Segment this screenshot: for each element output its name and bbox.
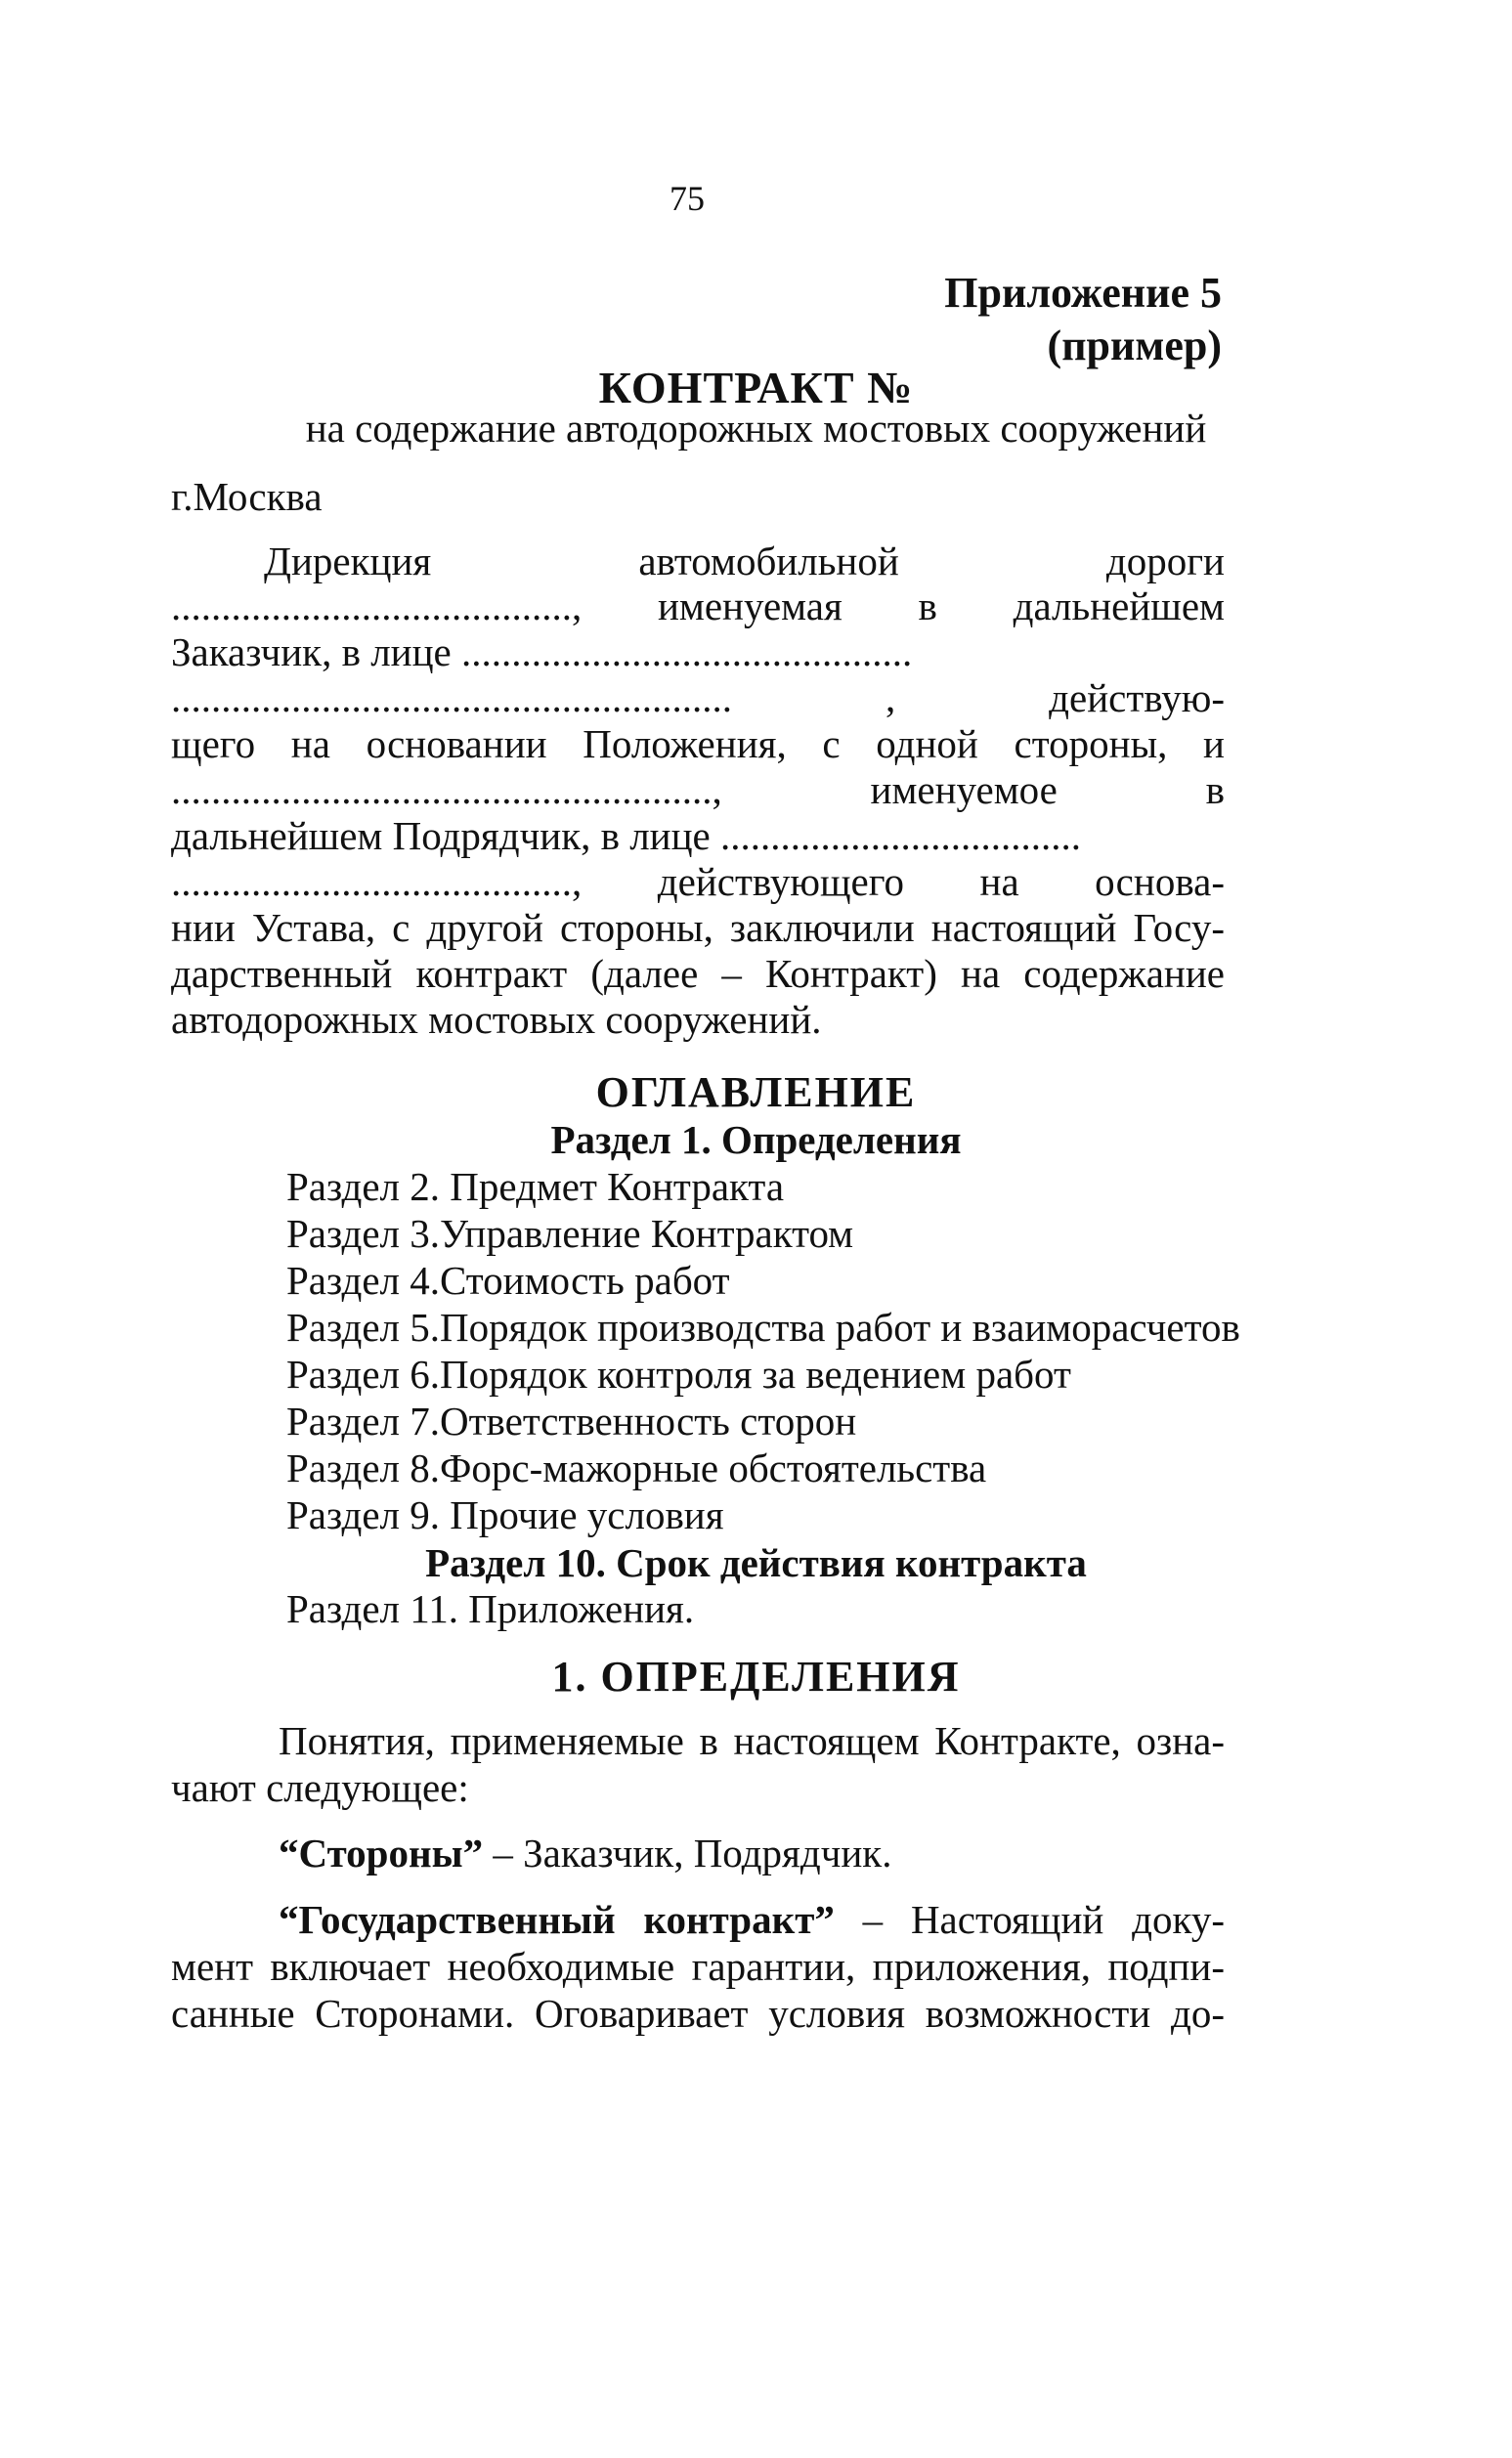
definitions-intro-line: чают следующее:	[171, 1765, 469, 1810]
preamble-line: Дирекция автомобильной дороги	[264, 539, 1225, 583]
appendix-label: Приложение 5	[944, 269, 1222, 317]
toc-item: Раздел 9. Прочие условия	[286, 1492, 724, 1537]
preamble-line: ........................................, именуемая в дальнейшем	[171, 583, 1225, 628]
toc-item: Раздел 2. Предмет Контракта	[286, 1164, 785, 1209]
term-parties: “Стороны”	[279, 1831, 484, 1876]
definitions-heading: 1. ОПРЕДЕЛЕНИЯ	[551, 1653, 961, 1701]
contract-subtitle: на содержание автодорожных мостовых сооружений	[305, 406, 1207, 451]
preamble-line: дальнейшем Подрядчик, в лице ....................................	[171, 813, 1082, 858]
toc-item: Раздел 4.Стоимость работ	[286, 1258, 730, 1303]
toc-item: Раздел 8.Форс-мажорные обстоятельства	[286, 1445, 987, 1490]
page-number: 75	[670, 179, 705, 218]
preamble-line: ......................................................, именуемое в	[171, 767, 1225, 812]
preamble-line: нии Устава, с другой стороны, заключили настоящий Госу-	[171, 905, 1225, 950]
contract-title: КОНТРАКТ №	[598, 363, 914, 412]
preamble-line: автодорожных мостовых сооружений.	[171, 997, 822, 1042]
definition-parties	[279, 1830, 1225, 1877]
toc-item: Раздел 7.Ответственность сторон	[286, 1399, 857, 1444]
toc-item-section-11: Раздел 11. Приложения.	[286, 1586, 695, 1631]
preamble-line: щего на основании Положения, с одной стороны, и	[171, 721, 1225, 766]
preamble-line: дарственный контракт (далее – Контракт) на содержание	[171, 951, 1225, 996]
term-parties-text: – Заказчик, Подрядчик.	[483, 1831, 892, 1876]
term-contract: “Государственный контракт”	[279, 1897, 835, 1942]
definitions-intro-line: Понятия, применяемые в настоящем Контракте, озна-	[279, 1718, 1225, 1763]
term-contract-text: – Настоящий доку-	[834, 1897, 1225, 1942]
toc-item-section-1: Раздел 1. Определения	[550, 1117, 962, 1162]
toc-item: Раздел 5.Порядок производства работ и взаиморасчетов	[286, 1305, 1240, 1350]
preamble-line: ........................................, действующего на основа-	[171, 859, 1225, 904]
toc-heading: ОГЛАВЛЕНИЕ	[595, 1068, 917, 1116]
preamble-line: Заказчик, в лице .............................................	[171, 629, 913, 674]
definition-contract-line: мент включает необходимые гарантии, приложения, подпи-	[171, 1944, 1225, 1989]
definition-contract	[279, 1896, 1225, 1944]
preamble-line: ........................................................ , действую-	[171, 675, 1225, 720]
contract-city: г.Москва	[171, 474, 323, 519]
toc-item: Раздел 3.Управление Контрактом	[286, 1211, 854, 1256]
toc-item-section-10: Раздел 10. Срок действия контракта	[425, 1540, 1087, 1585]
toc-item: Раздел 6.Порядок контроля за ведением работ	[286, 1352, 1071, 1397]
appendix-example-note: (пример)	[1047, 322, 1222, 369]
definition-contract-line: санные Сторонами. Оговаривает условия возможности до-	[171, 1991, 1225, 2036]
